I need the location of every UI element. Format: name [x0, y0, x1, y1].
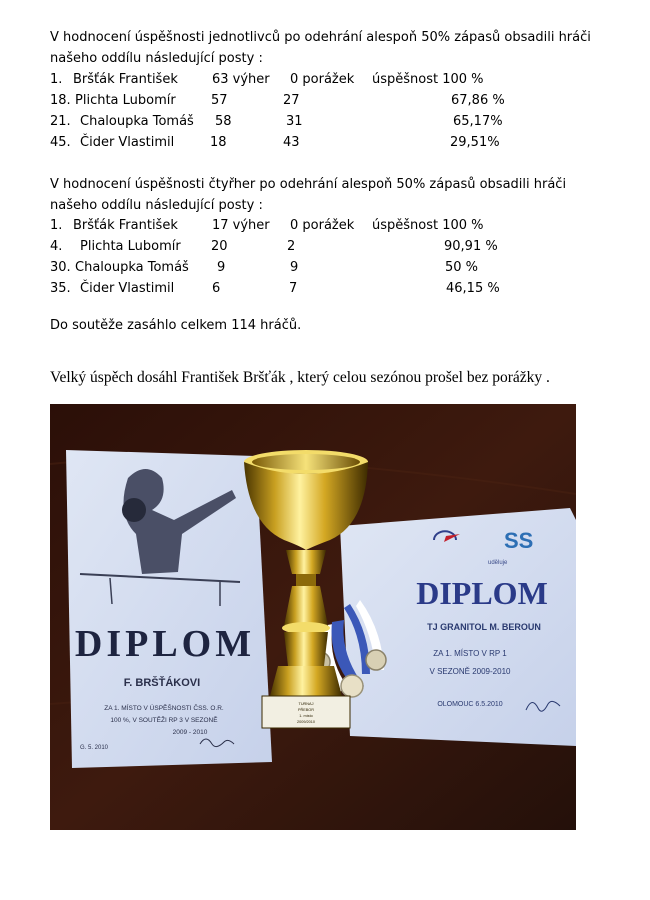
- rank: 1.: [50, 72, 63, 87]
- losses: 27: [283, 93, 300, 108]
- losses: 31: [286, 114, 303, 129]
- player-name: Bršťák František: [73, 72, 178, 87]
- success-note: Velký úspěch dosáhl František Bršťák , který celou sezónou prošel bez porážky .: [50, 369, 550, 386]
- losses: 2: [287, 239, 296, 254]
- losses: 9: [290, 260, 299, 275]
- left-diploma-date: G. 5. 2010: [80, 745, 109, 751]
- rank: 1.: [50, 218, 63, 233]
- left-diploma-line-1: ZA 1. MÍSTO V ÚSPĚŠNOSTI ČSS. O.R.: [104, 705, 224, 712]
- wins: 6: [212, 281, 221, 296]
- rank: 30.: [50, 260, 71, 275]
- success-rate: úspěšnost 100 %: [372, 72, 484, 87]
- right-diploma-line-2: V SEZONĚ 2009-2010: [429, 667, 511, 676]
- left-diploma-line-2: 100 %, V SOUTĚŽI RP 3 V SEZONĚ: [110, 717, 218, 724]
- success-rate: 50 %: [445, 260, 479, 275]
- left-diploma-name: F. BRŠŤÁKOVI: [123, 677, 201, 689]
- right-diploma-title: DIPLOM: [416, 575, 548, 611]
- player-name: Čider Vlastimil: [80, 135, 175, 150]
- plaque-text: 1. místo: [299, 714, 313, 718]
- wins: 58: [215, 114, 232, 129]
- player-name: Plichta Lubomír: [80, 239, 181, 254]
- success-rate: úspěšnost 100 %: [372, 218, 484, 233]
- fours-intro-line-2: našeho oddílu následující posty :: [50, 198, 263, 213]
- player-name: Chaloupka Tomáš: [80, 114, 194, 129]
- singles-intro-line-2: našeho oddílu následující posty :: [50, 51, 263, 66]
- success-rate: 90,91 %: [444, 239, 498, 254]
- losses: 43: [283, 135, 300, 150]
- right-diploma-date: OLOMOUC 6.5.2010: [437, 701, 503, 708]
- success-rate: 67,86 %: [451, 93, 505, 108]
- wins: 17 výher: [212, 218, 270, 233]
- right-diploma-udeluje: uděluje: [488, 560, 508, 566]
- right-diploma: [340, 508, 576, 746]
- plaque-text: 2009/2010: [297, 720, 315, 724]
- total-players-note: Do soutěže zasáhlo celkem 114 hráčů.: [50, 318, 302, 333]
- wins: 20: [211, 239, 228, 254]
- plaque-text: PŘEBOR: [297, 708, 315, 712]
- medal-icon: [341, 675, 363, 697]
- left-diploma: [66, 450, 272, 768]
- wins: 18: [210, 135, 227, 150]
- losses: 7: [289, 281, 298, 296]
- rank: 35.: [50, 281, 71, 296]
- rank: 45.: [50, 135, 71, 150]
- losses: 0 porážek: [290, 218, 355, 233]
- medal-icon: [366, 650, 386, 670]
- wins: 9: [217, 260, 226, 275]
- success-rate: 46,15 %: [446, 281, 500, 296]
- left-diploma-line-3: 2009 - 2010: [172, 729, 208, 736]
- fours-intro-line-1: V hodnocení úspěšnosti čtyřher po odehrání alespoň 50% zápasů obsadili hráči: [50, 177, 567, 192]
- wins: 57: [211, 93, 228, 108]
- losses: 0 porážek: [290, 72, 355, 87]
- singles-intro-line-1: V hodnocení úspěšnosti jednotlivců po odehrání alespoň 50% zápasů obsadili hráči: [50, 30, 591, 45]
- rank: 21.: [50, 114, 71, 129]
- player-name: Bršťák František: [73, 218, 178, 233]
- trophy-diplomas-photo: [50, 404, 576, 830]
- rank: 4.: [50, 239, 63, 254]
- rank: 18.: [50, 93, 71, 108]
- success-rate: 29,51%: [450, 135, 500, 150]
- right-diploma-line-1: ZA 1. MÍSTO V RP 1: [433, 649, 507, 658]
- success-rate: 65,17%: [453, 114, 503, 129]
- left-diploma-title: DIPLOM: [74, 623, 256, 665]
- plaque-text: TURNAJ: [298, 702, 314, 706]
- association-logo-icon: SS: [504, 528, 534, 553]
- player-name: Čider Vlastimil: [80, 281, 175, 296]
- wins: 63 výher: [212, 72, 270, 87]
- player-name: Chaloupka Tomáš: [75, 260, 189, 275]
- right-diploma-name: TJ GRANITOL M. BEROUN: [427, 622, 541, 632]
- player-name: Plichta Lubomír: [75, 93, 176, 108]
